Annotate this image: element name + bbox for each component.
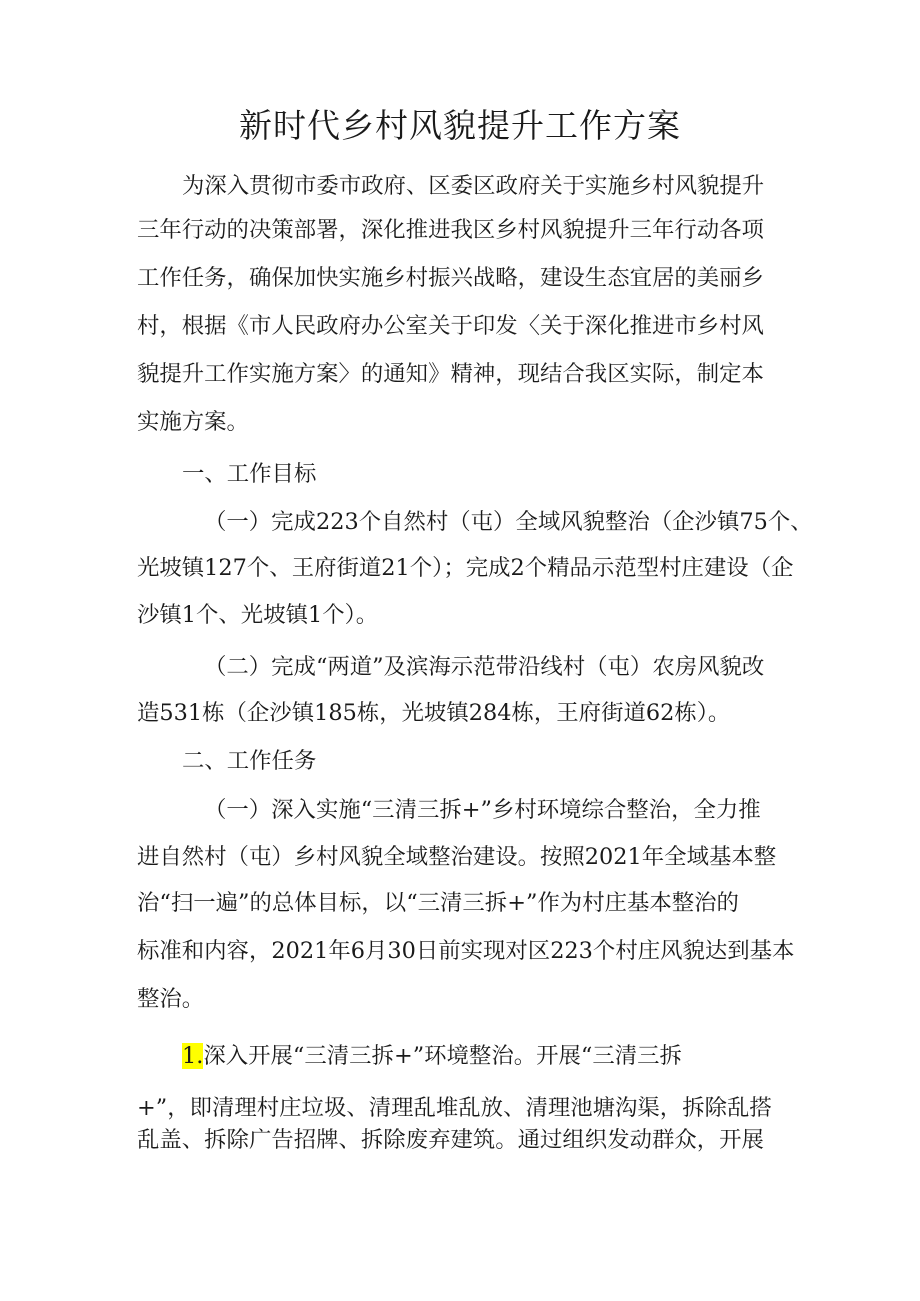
section-heading: 二、工作任务 xyxy=(182,748,317,774)
goal-line: 造531栋（企沙镇185栋，光坡镇284栋，王府街道62栋）。 xyxy=(137,700,731,726)
task-line: 进自然村（屯）乡村风貌全域整治建设。按照2021年全域基本整 xyxy=(137,844,777,870)
intro-line: 实施方案。 xyxy=(137,409,249,435)
intro-line: 三年行动的决策部署，深化推进我区乡村风貌提升三年行动各项 xyxy=(137,217,764,243)
intro-line: 貌提升工作实施方案〉的通知》精神，现结合我区实际，制定本 xyxy=(137,361,764,387)
intro-line: 村，根据《市人民政府办公室关于印发〈关于深化推进市乡村风 xyxy=(137,313,764,339)
task-line: 治“扫一遍”的总体目标，以“三清三拆+”作为村庄基本整治的 xyxy=(137,890,739,916)
goal-line: 光坡镇127个、王府街道21个）；完成2个精品示范型村庄建设（企 xyxy=(137,555,794,581)
goal-line: （一）完成223个自然村（屯）全域风貌整治（企沙镇75个、 xyxy=(204,509,813,535)
item-text: 深入开展“三清三拆+”环境整治。开展“三清三拆 xyxy=(203,1043,682,1069)
goal-line: （二）完成“两道”及滨海示范带沿线村（屯）农房风貌改 xyxy=(204,654,765,680)
task-line: 标准和内容，2021年6月30日前实现对区223个村庄风貌达到基本 xyxy=(137,938,795,964)
section-heading: 一、工作目标 xyxy=(182,461,317,487)
intro-line: 为深入贯彻市委市政府、区委区政府关于实施乡村风貌提升 xyxy=(182,173,765,199)
goal-line: 沙镇1个、光坡镇1个）。 xyxy=(137,602,379,628)
item-line: 乱盖、拆除广告招牌、拆除废弃建筑。通过组织发动群众，开展 xyxy=(137,1127,764,1153)
task-line: 整治。 xyxy=(137,986,205,1012)
intro-line: 工作任务，确保加快实施乡村振兴战略，建设生态宜居的美丽乡 xyxy=(137,265,764,291)
item-first-line xyxy=(182,1040,682,1072)
task-line: （一）深入实施“三清三拆+”乡村环境综合整治，全力推 xyxy=(204,797,761,823)
item-number-highlight: 1. xyxy=(182,1043,204,1069)
item-line: +”，即清理村庄垃圾、清理乱堆乱放、清理池塘沟渠，拆除乱搭 xyxy=(137,1095,772,1121)
document-title: 新时代乡村风貌提升工作方案 xyxy=(239,106,681,145)
